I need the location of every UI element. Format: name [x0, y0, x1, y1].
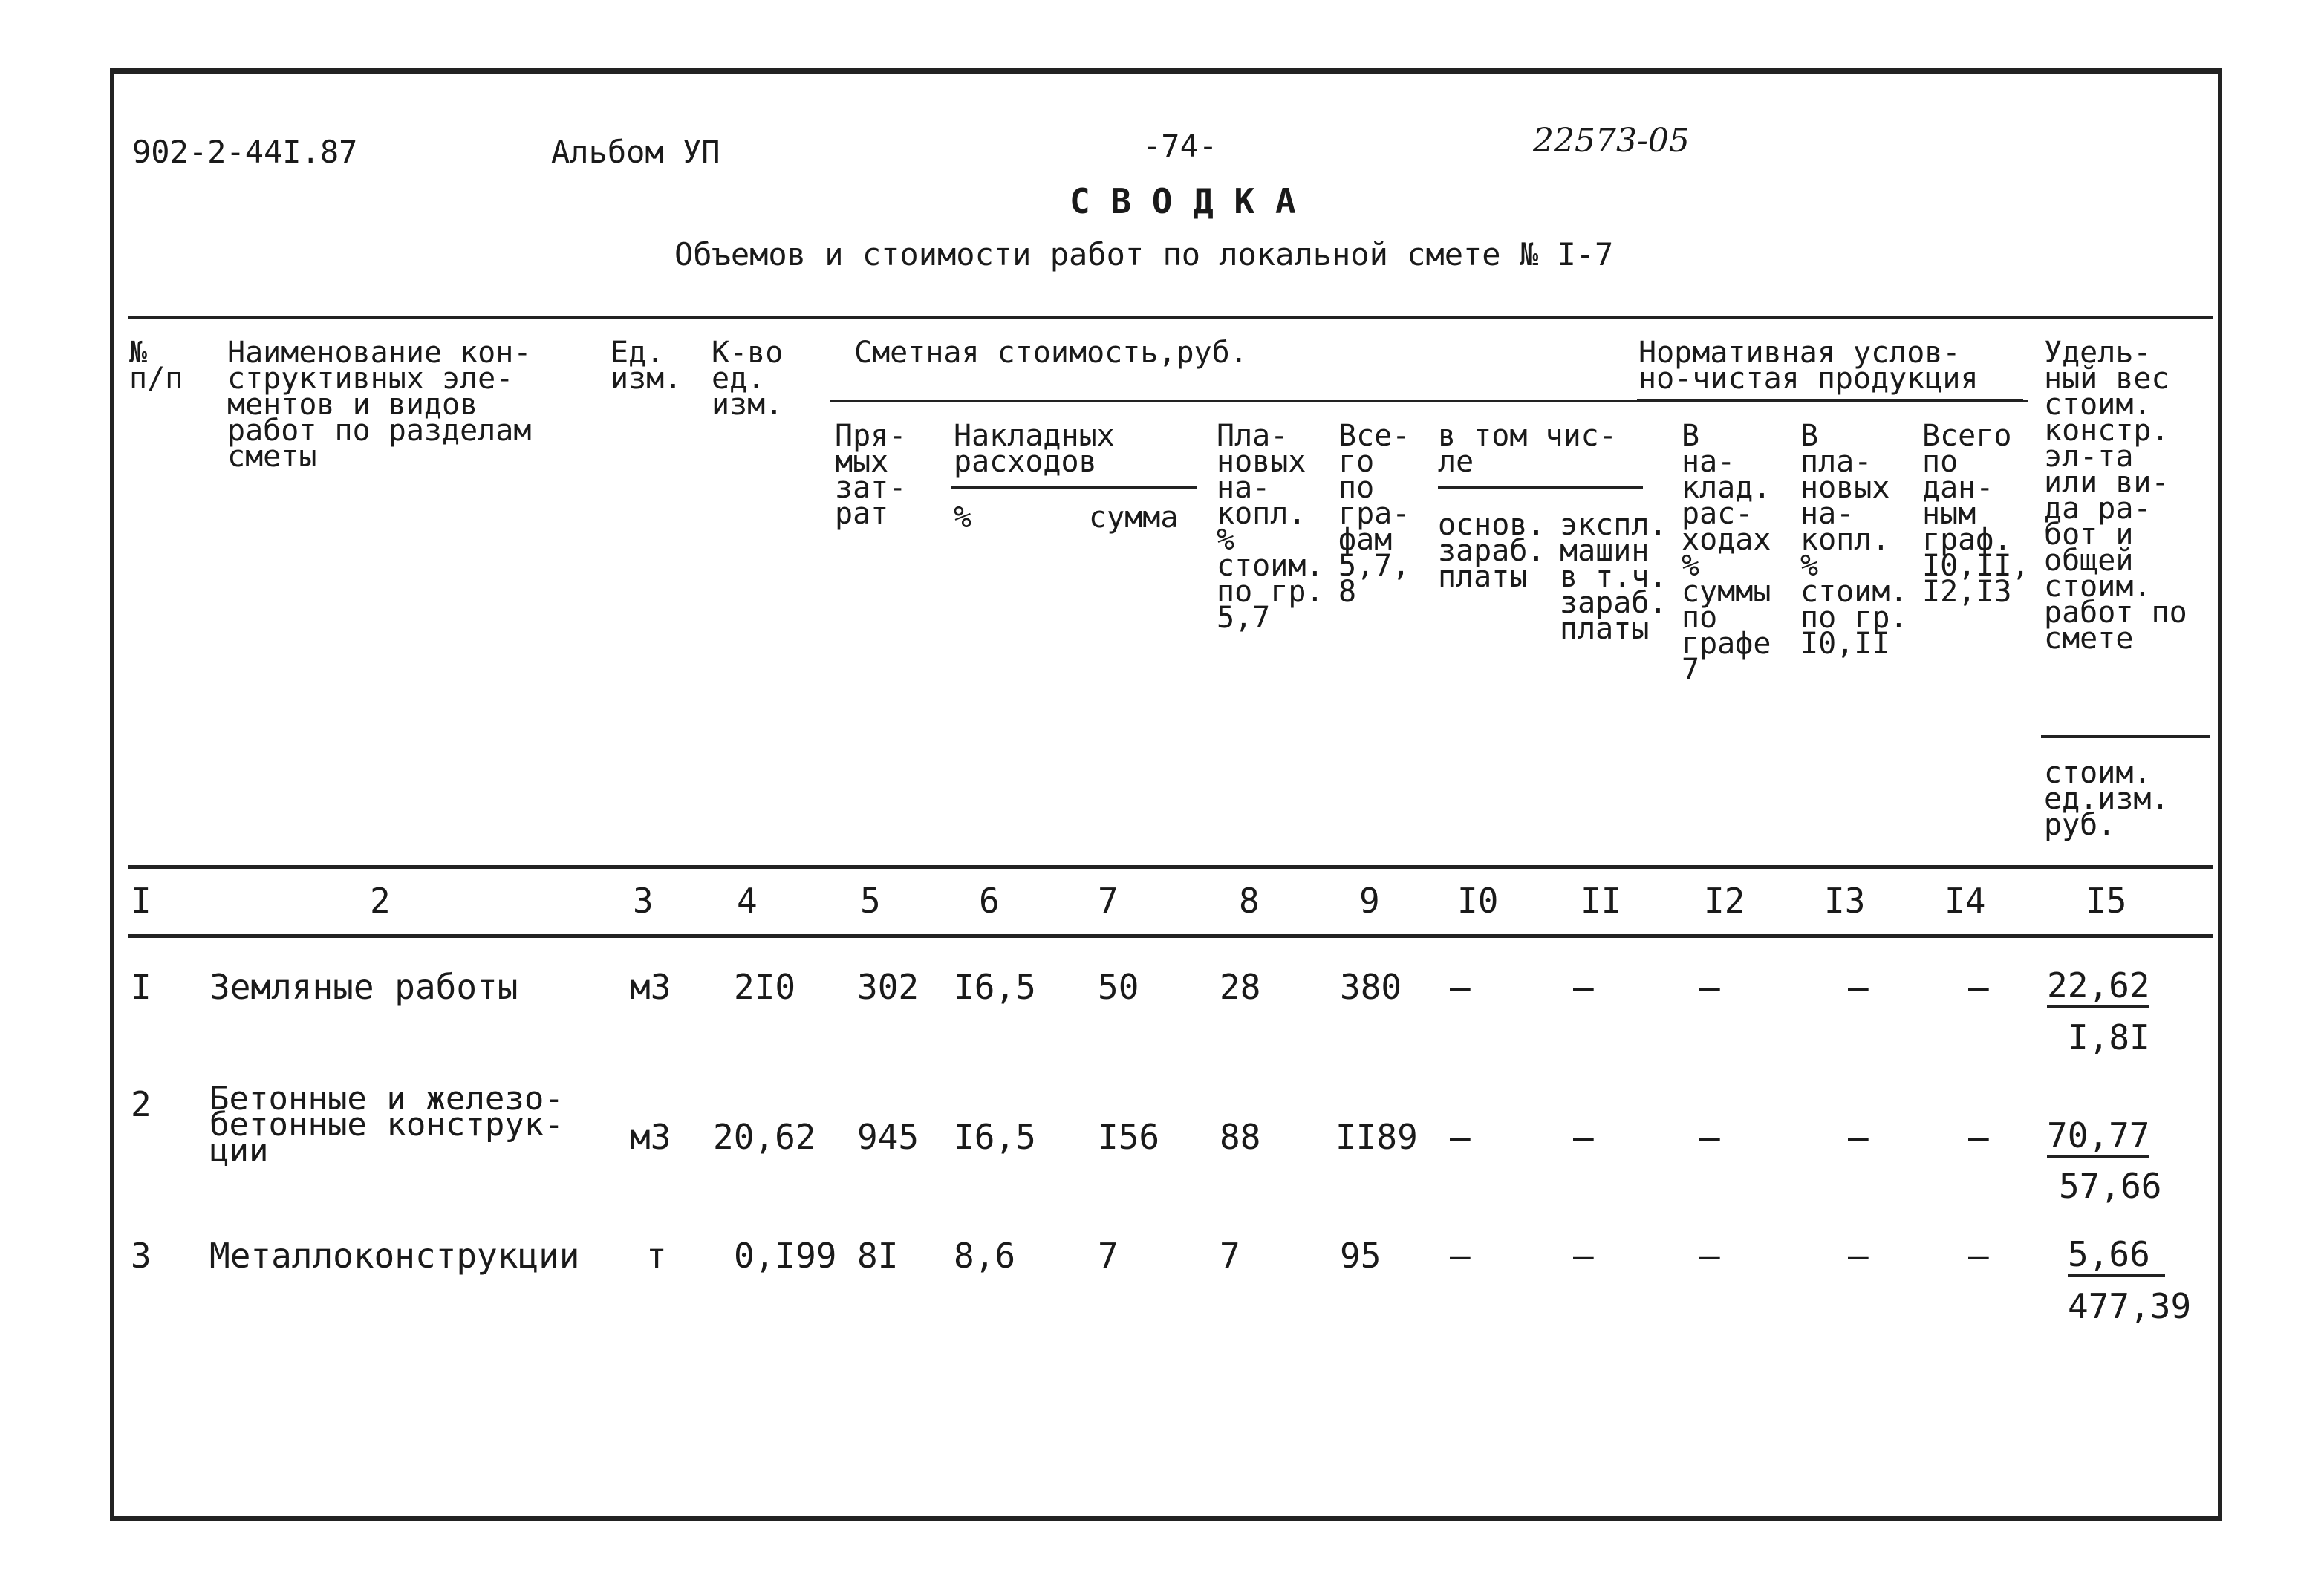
document-subtitle: Объемов и стоимости работ по локальной смете № I-7 [674, 236, 1614, 273]
table-top-rule [128, 316, 2213, 319]
colnum-2: 2 [370, 881, 391, 921]
normativnaya-underline [1637, 399, 2023, 402]
row-overhead-sum: 50 [1098, 967, 1139, 1007]
colnum-13: I3 [1824, 881, 1866, 921]
colnum-4: 4 [737, 881, 758, 921]
header-col-5: Пря- мых зат- рат [835, 419, 907, 531]
colnum-8: 8 [1239, 881, 1260, 921]
row-c13: – [1848, 967, 1869, 1007]
header-smetnaya: Сметная стоимость,руб. [854, 336, 1248, 370]
row-unit-cost: 477,39 [2068, 1286, 2192, 1326]
column-numbers-rule [128, 934, 2213, 938]
row-direct: 8I [857, 1236, 899, 1276]
header-col-1: № п/п [129, 336, 183, 396]
row-share: 22,62 [2047, 965, 2149, 1008]
header-col-3: Ед. изм. [611, 336, 683, 396]
row-overhead-sum: 7 [1098, 1236, 1119, 1276]
colnum-11: II [1581, 881, 1622, 921]
row-num: I [131, 967, 152, 1007]
row-c12: – [1699, 967, 1720, 1007]
header-col-4: К-во ед. изм. [712, 336, 784, 422]
header-col-15-top: Удель- ный вес стоим. констр. эл-та или ви- да ра- бот и общей стоим. работ по смете [2044, 336, 2187, 656]
album-label: Альбом УП [551, 134, 720, 170]
row-num: 3 [131, 1236, 152, 1276]
header-col-2: Наименование кон- структивных эле- ментов и видов работ по разделам сметы [227, 336, 532, 474]
colnum-1: I [131, 881, 152, 921]
header-col-14: Всего по дан- ным граф. I0,II, I2,I3 [1922, 419, 2030, 609]
row-total: 95 [1340, 1236, 1381, 1276]
row-planned: 7 [1220, 1236, 1240, 1276]
row-c14: – [1968, 967, 1989, 1007]
header-normativnaya: Нормативная услов- но-чистая продукция [1638, 336, 1979, 396]
row-c10: – [1450, 1117, 1471, 1157]
row-overhead-pct: I6,5 [954, 967, 1036, 1007]
row-qty: 0,I99 [734, 1236, 837, 1276]
row-direct: 302 [857, 967, 919, 1007]
row-direct: 945 [857, 1117, 919, 1157]
row-overhead-sum: I56 [1098, 1117, 1160, 1157]
colnum-7: 7 [1098, 881, 1119, 921]
handwritten-code: 22573-05 [1533, 122, 1690, 160]
header-col-10: основ. зараб. платы [1438, 508, 1546, 594]
colnum-5: 5 [860, 881, 881, 921]
row-c14: – [1968, 1117, 1989, 1157]
row-c13: – [1848, 1236, 1869, 1276]
colnum-6: 6 [979, 881, 1000, 921]
row-name: Земляные работы [209, 967, 518, 1007]
row-planned: 28 [1220, 967, 1261, 1007]
header-col-15-bottom: стоим. ед.изм. руб. [2044, 756, 2170, 842]
header-col-7: сумма [1089, 501, 1179, 535]
row-unit-cost: I,8I [2068, 1017, 2150, 1057]
row-qty: 2I0 [734, 967, 796, 1007]
colnum-9: 9 [1359, 881, 1380, 921]
row-unit: м3 [630, 967, 671, 1007]
colnum-14: I4 [1944, 881, 1986, 921]
colnum-15: I5 [2086, 881, 2127, 921]
header-v-tom-chisle: в том чис- ле [1438, 419, 1617, 479]
row-name: Металлоконструкции [209, 1236, 580, 1276]
row-total: II89 [1335, 1117, 1418, 1157]
header-nakladnyh: Накладных расходов [954, 419, 1115, 479]
page-frame [110, 68, 2222, 1521]
colnum-12: I2 [1704, 881, 1745, 921]
row-c11: – [1573, 1236, 1594, 1276]
row-qty: 20,62 [713, 1117, 816, 1157]
row-c14: – [1968, 1236, 1989, 1276]
colnum-3: 3 [633, 881, 654, 921]
row-total: 380 [1340, 967, 1402, 1007]
header-bottom-rule [128, 865, 2213, 869]
header-col-8: Пла- новых на- копл. % стоим. по гр. 5,7 [1217, 419, 1324, 635]
row-num: 2 [131, 1084, 152, 1124]
row-share: 70,77 [2047, 1115, 2149, 1158]
row-c12: – [1699, 1117, 1720, 1157]
header-col-13: В пла- новых на- копл. % стоим. по гр. I0,II [1800, 419, 1908, 661]
row-c10: – [1450, 967, 1471, 1007]
header-col-11: экспл. машин в т.ч. зараб. платы [1560, 508, 1667, 646]
row-c11: – [1573, 1117, 1594, 1157]
page-number: -74- [1142, 128, 1218, 164]
row-unit: т [646, 1236, 667, 1276]
row-overhead-pct: 8,6 [954, 1236, 1016, 1276]
document-title: С В О Д К А [1070, 181, 1296, 221]
c15-divider-rule [2041, 735, 2210, 738]
row-unit-cost: 57,66 [2059, 1166, 2162, 1206]
doc-code: 902-2-44I.87 [132, 134, 358, 170]
row-c13: – [1848, 1117, 1869, 1157]
row-c10: – [1450, 1236, 1471, 1276]
row-planned: 88 [1220, 1117, 1261, 1157]
row-unit: м3 [630, 1117, 671, 1157]
header-col-12: В на- клад. рас- ходах % суммы по графе 7 [1682, 419, 1771, 687]
colnum-10: I0 [1457, 881, 1499, 921]
row-share: 5,66 [2068, 1234, 2165, 1277]
row-name: Бетонные и железо- бетонные конструк- ции [209, 1080, 564, 1170]
header-col-9: Все- го по гра- фам 5,7, 8 [1338, 419, 1410, 609]
row-c11: – [1573, 967, 1594, 1007]
v-tom-underline [1438, 486, 1643, 489]
header-col-6: % [954, 501, 972, 535]
nakladnyh-underline [951, 486, 1197, 489]
row-c12: – [1699, 1236, 1720, 1276]
row-overhead-pct: I6,5 [954, 1117, 1036, 1157]
